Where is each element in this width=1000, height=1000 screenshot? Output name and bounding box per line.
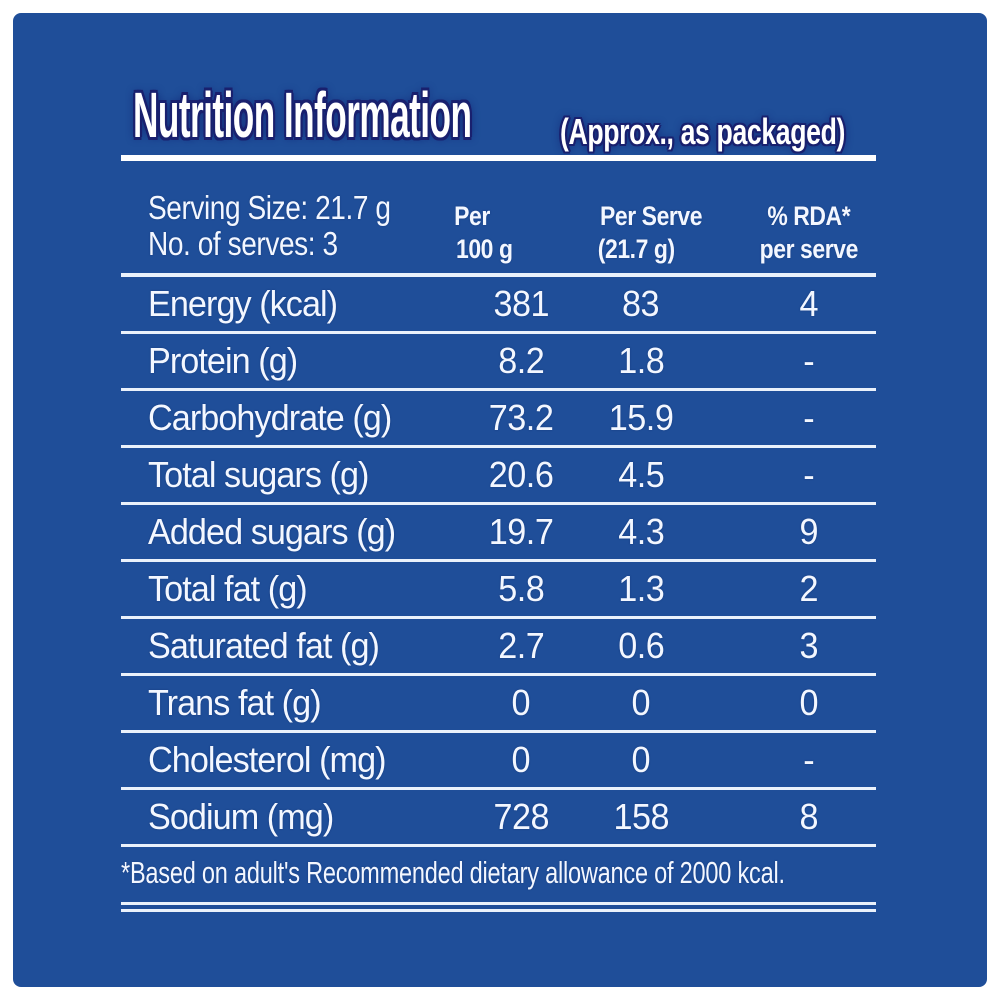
table-row [121, 619, 876, 676]
per-100g-cell [451, 676, 591, 730]
col-header-per-100g [451, 178, 591, 273]
value-rda: - [803, 454, 814, 495]
value-per-serve: 4.3 [617, 511, 665, 552]
value-rda: 3 [799, 625, 818, 666]
nutrient-cell [121, 448, 451, 502]
value-per-100g: 19.7 [488, 511, 554, 552]
title-suffix: (Approx., as packaged) [560, 111, 845, 152]
table-body [121, 277, 876, 847]
value-per-serve: 158 [613, 796, 669, 837]
value-rda: 4 [799, 283, 818, 324]
serves-count-text: No. of serves: 3 [148, 225, 338, 262]
per-100g-cell [451, 391, 591, 445]
value-per-100g: 728 [493, 796, 549, 837]
value-per-100g: 20.6 [488, 454, 554, 495]
per-serve-cell [591, 448, 691, 502]
per-100g-cell [451, 790, 591, 844]
rda-cell [691, 790, 876, 844]
value-rda: - [803, 340, 814, 381]
nutrient-cell [121, 391, 451, 445]
rda-cell [691, 619, 876, 673]
nutrient-cell [121, 562, 451, 616]
per-serve-cell [591, 619, 691, 673]
col-header-per-serve [591, 178, 703, 273]
per-serve-cell [591, 277, 691, 331]
bottom-rule-1 [121, 902, 876, 905]
table-row [121, 334, 876, 391]
table-row [121, 676, 876, 733]
value-per-100g: 8.2 [497, 340, 545, 381]
rda-cell [691, 334, 876, 388]
rda-cell [691, 562, 876, 616]
nutrient-name: Trans fat (g) [148, 682, 321, 723]
value-per-serve: 0 [631, 739, 651, 780]
table-row [121, 505, 876, 562]
rda-cell [691, 391, 876, 445]
value-per-serve: 15.9 [608, 397, 674, 438]
table-header-row [121, 178, 876, 277]
nutrient-name: Energy (kcal) [148, 283, 338, 324]
nutrient-cell [121, 334, 451, 388]
nutrient-name: Added sugars (g) [148, 511, 396, 552]
bottom-rule-2 [121, 909, 876, 912]
value-per-serve: 0.6 [617, 625, 665, 666]
nutrient-name: Carbohydrate (g) [148, 397, 392, 438]
value-rda: 8 [799, 796, 818, 837]
footnote-text: *Based on adult's Recommended dietary allowance of 2000 kcal. [121, 855, 785, 890]
nutrient-name: Total fat (g) [148, 568, 307, 609]
per-100g-cell [451, 619, 591, 673]
table-row [121, 448, 876, 505]
nutrient-cell [121, 676, 451, 730]
rda-cell [691, 733, 876, 787]
nutrient-name: Cholesterol (mg) [148, 739, 386, 780]
nutrient-name: Saturated fat (g) [148, 625, 379, 666]
value-per-serve: 1.8 [617, 340, 665, 381]
per-serve-cell [591, 562, 691, 616]
title-underline [121, 155, 876, 161]
per-100g-cell [451, 733, 591, 787]
nutrient-cell [121, 505, 451, 559]
value-per-100g: 381 [493, 283, 549, 324]
rda-cell [691, 676, 876, 730]
value-rda: 9 [799, 511, 818, 552]
value-per-serve: 1.3 [617, 568, 665, 609]
per-100g-cell [451, 277, 591, 331]
col-header-text: Per [454, 200, 490, 231]
per-serve-cell [591, 505, 691, 559]
per-serve-cell [591, 391, 691, 445]
col-header-text: per serve [759, 233, 858, 264]
page-title: Nutrition Information [133, 79, 472, 151]
col-header-text: 100 g [455, 233, 513, 264]
rda-cell [691, 448, 876, 502]
nutrient-cell [121, 619, 451, 673]
per-100g-cell [451, 334, 591, 388]
per-serve-cell [591, 733, 691, 787]
value-rda: - [803, 739, 814, 780]
value-per-serve: 4.5 [617, 454, 665, 495]
per-serve-cell [591, 334, 691, 388]
serving-size-text: Serving Size: 21.7 g [148, 189, 391, 226]
serving-info [121, 178, 451, 273]
nutrient-cell [121, 733, 451, 787]
table-row [121, 733, 876, 790]
col-header-rda [691, 178, 876, 273]
per-100g-cell [451, 505, 591, 559]
per-100g-cell [451, 448, 591, 502]
rda-cell [691, 277, 876, 331]
per-serve-cell [591, 676, 691, 730]
rda-cell [691, 505, 876, 559]
table-row [121, 391, 876, 448]
value-per-100g: 73.2 [488, 397, 554, 438]
nutrient-cell [121, 790, 451, 844]
value-per-100g: 0 [511, 739, 531, 780]
col-header-text: Per Serve [600, 200, 703, 231]
col-header-text: (21.7 g) [597, 233, 675, 264]
nutrient-cell [121, 277, 451, 331]
value-per-100g: 0 [511, 682, 531, 723]
nutrition-label-panel [13, 13, 987, 987]
footnote [121, 847, 876, 900]
per-serve-cell [591, 790, 691, 844]
nutrient-name: Sodium (mg) [148, 796, 334, 837]
value-rda: 2 [799, 568, 818, 609]
value-rda: - [803, 397, 814, 438]
value-per-serve: 83 [622, 283, 660, 324]
value-per-serve: 0 [631, 682, 651, 723]
col-header-text: % RDA* [767, 200, 850, 231]
nutrition-table [121, 178, 876, 912]
table-row [121, 277, 876, 334]
value-rda: 0 [799, 682, 818, 723]
per-100g-cell [451, 562, 591, 616]
value-per-100g: 2.7 [497, 625, 545, 666]
value-per-100g: 5.8 [497, 568, 545, 609]
table-row [121, 562, 876, 619]
table-row [121, 790, 876, 847]
nutrient-name: Protein (g) [148, 340, 298, 381]
nutrient-name: Total sugars (g) [148, 454, 369, 495]
